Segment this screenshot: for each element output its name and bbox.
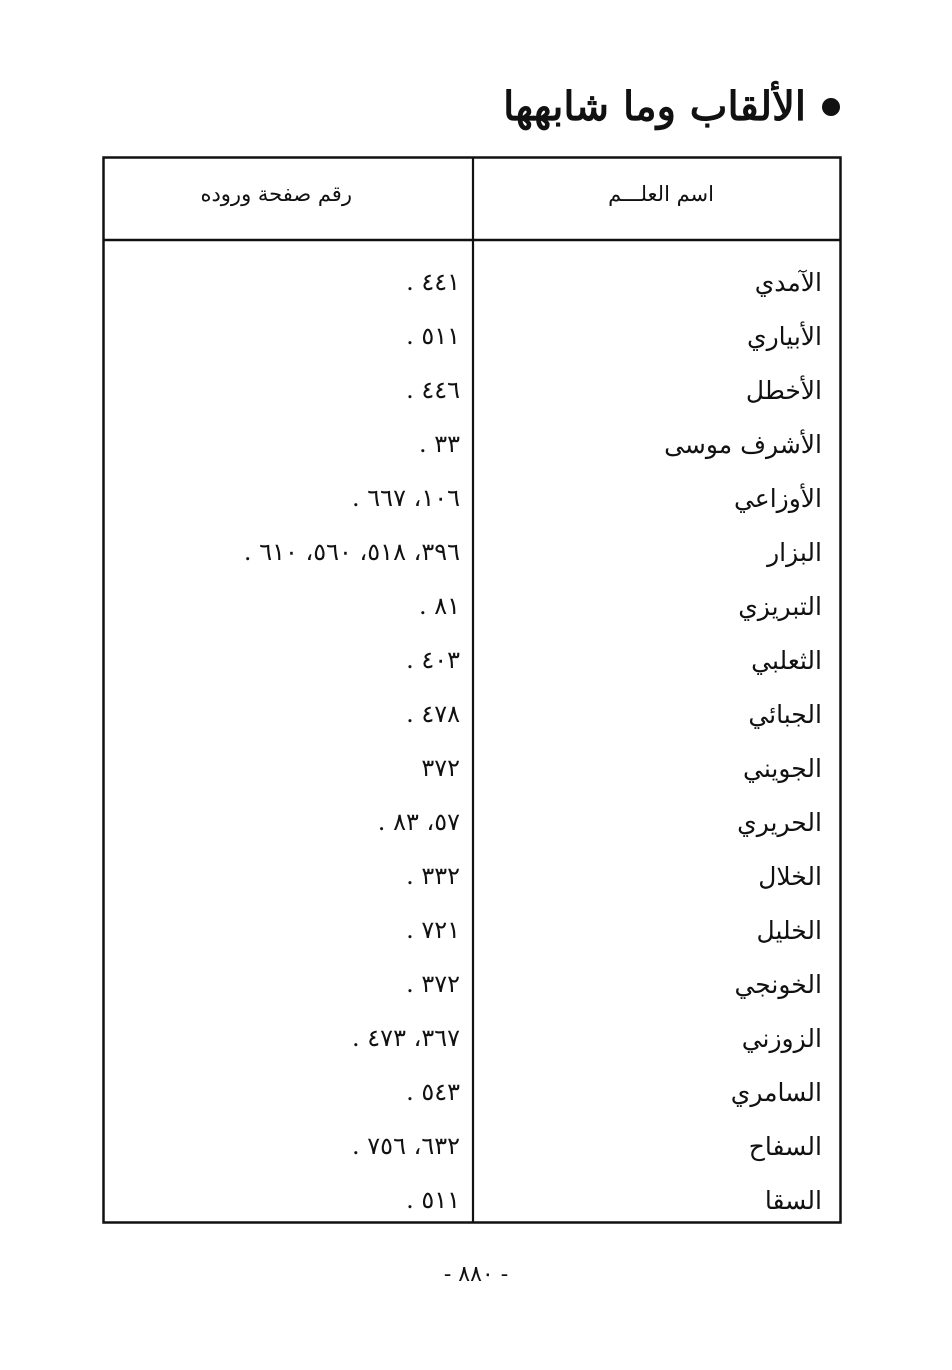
person-name-cell: الخلال xyxy=(758,862,822,891)
page-number: - ٨٨٠ - xyxy=(443,1262,509,1287)
table-row xyxy=(102,912,842,966)
page-references-cell: ٦٣٢، ٧٥٦ . xyxy=(352,1132,460,1160)
table-row xyxy=(102,480,842,534)
page-references-cell: ٧٢١ . xyxy=(406,916,460,944)
table-row xyxy=(102,264,842,318)
person-name-cell: السقا xyxy=(764,1186,822,1215)
page-references-cell: ٣٣ . xyxy=(418,430,460,458)
page-references-cell: ٨١ . xyxy=(418,592,460,620)
table-row xyxy=(102,750,842,804)
person-name-cell: الخونجي xyxy=(734,970,822,999)
page-references-cell: ٤٤٦ . xyxy=(406,376,460,404)
table-row xyxy=(102,804,842,858)
person-name-cell: الثعلبي xyxy=(751,646,822,675)
bullet-icon xyxy=(822,98,840,116)
table-row xyxy=(102,1182,842,1236)
page-references-cell: ٤٠٣ . xyxy=(406,646,460,674)
page-references-cell: ٥٧، ٨٣ . xyxy=(377,808,460,836)
page-references-cell: ١٠٦، ٦٦٧ . xyxy=(352,484,460,512)
table-header-name: اسم العلـــم xyxy=(608,182,714,206)
table-row xyxy=(102,858,842,912)
table-row xyxy=(102,426,842,480)
person-name-cell: الحريري xyxy=(737,808,822,837)
person-name-cell: الآمدي xyxy=(754,268,822,297)
page-references-cell: ٥١١ . xyxy=(406,1186,460,1214)
table-row xyxy=(102,372,842,426)
titles-table xyxy=(102,156,842,1224)
person-name-cell: السامري xyxy=(730,1078,822,1107)
person-name-cell: السفاح xyxy=(748,1132,822,1161)
page-references-cell: ٣٣٢ . xyxy=(406,862,460,890)
person-name-cell: الأخطل xyxy=(745,376,822,405)
table-header-pages: رقم صفحة وروده xyxy=(200,182,352,206)
person-name-cell: الجويني xyxy=(743,754,822,783)
table-row xyxy=(102,318,842,372)
person-name-cell: الأبياري xyxy=(747,322,822,351)
person-name-cell: التبريزي xyxy=(738,592,822,621)
table-row xyxy=(102,642,842,696)
person-name-cell: الجبائي xyxy=(748,700,822,729)
person-name-cell: الأشرف موسى xyxy=(664,430,822,459)
page-references-cell: ٥١١ . xyxy=(406,322,460,350)
person-name-cell: الخليل xyxy=(756,916,822,945)
section-title: الألقاب وما شابهها xyxy=(503,83,806,130)
page-references-cell: ٥٤٣ . xyxy=(406,1078,460,1106)
table-row xyxy=(102,1128,842,1182)
table-row xyxy=(102,534,842,588)
table-row xyxy=(102,966,842,1020)
page-references-cell: ٣٦٧، ٤٧٣ . xyxy=(352,1024,460,1052)
person-name-cell: البزار xyxy=(767,538,822,567)
table-row xyxy=(102,1074,842,1128)
person-name-cell: الأوزاعي xyxy=(733,484,822,513)
section-heading xyxy=(420,72,840,142)
page-references-cell: ٣٩٦، ٥١٨، ٥٦٠، ٦١٠ . xyxy=(243,538,460,566)
person-name-cell: الزوزني xyxy=(741,1024,822,1053)
page-references-cell: ٤٤١ . xyxy=(406,268,460,296)
table-row xyxy=(102,588,842,642)
page-references-cell: ٤٧٨ . xyxy=(406,700,460,728)
table-row xyxy=(102,696,842,750)
table-row xyxy=(102,1020,842,1074)
page-references-cell: ٣٧٢ xyxy=(421,754,460,782)
page-references-cell: ٣٧٢ . xyxy=(406,970,460,998)
